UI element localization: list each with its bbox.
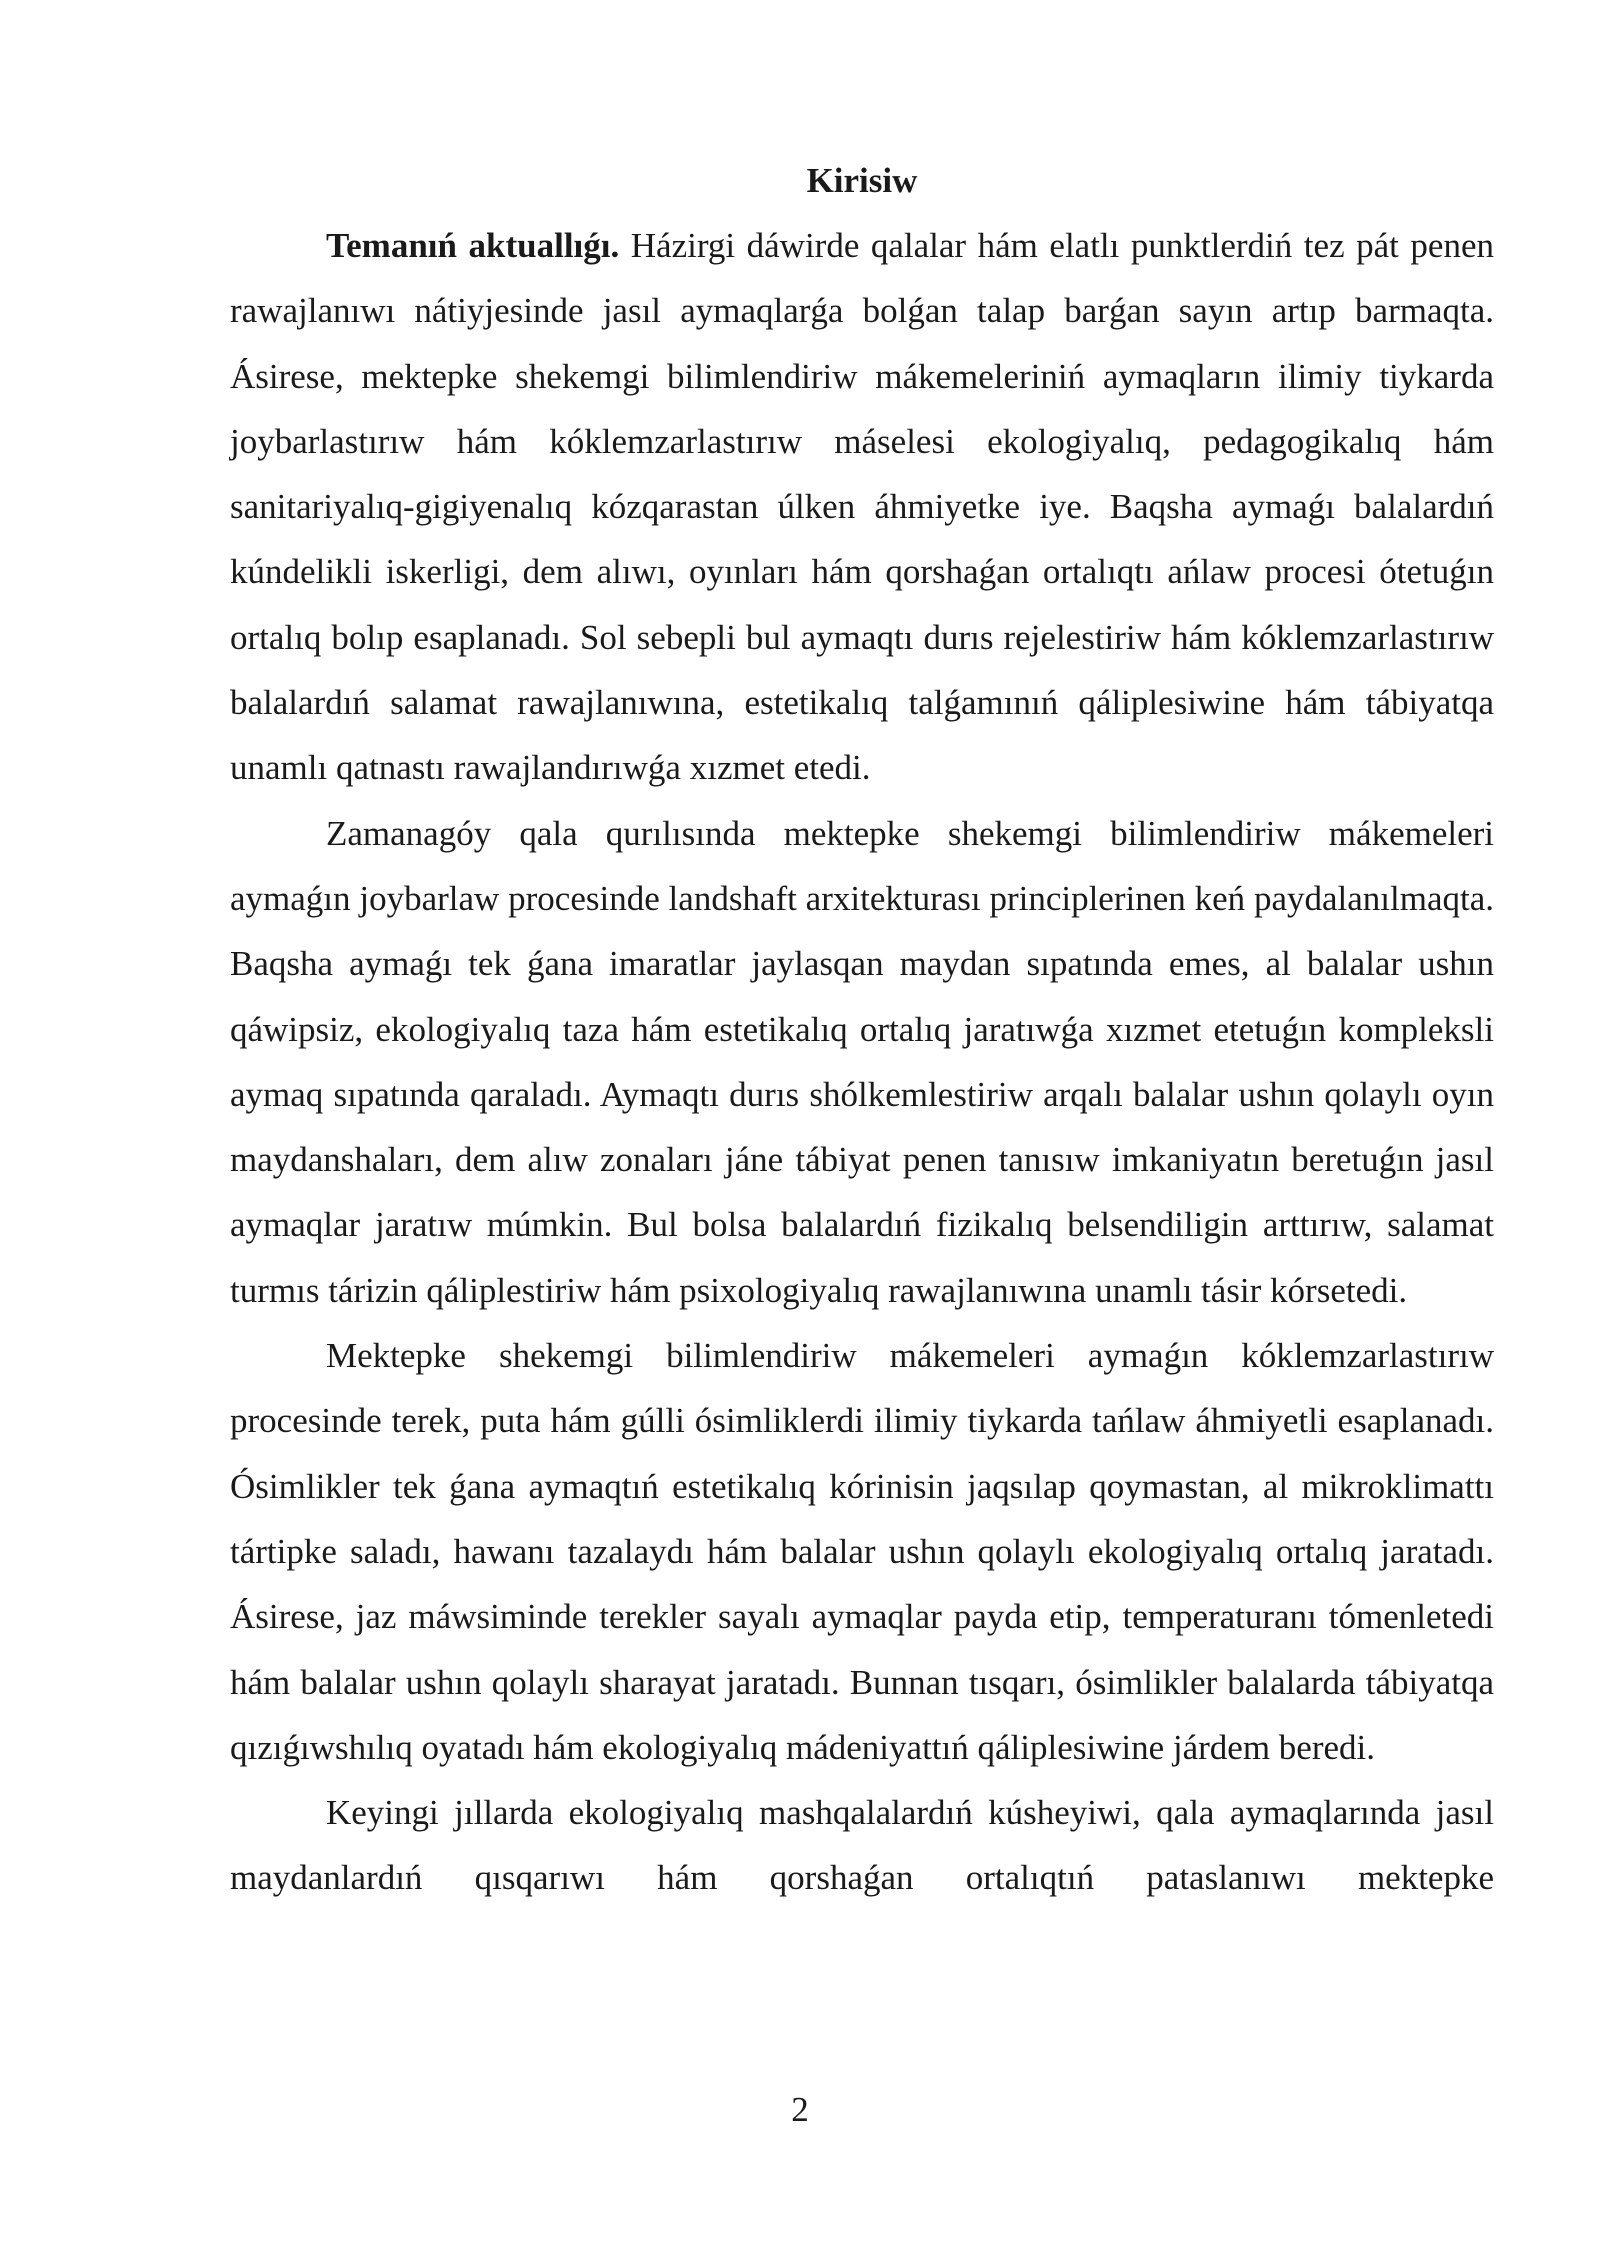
paragraph-lead-label: Temanıń aktuallıǵı. bbox=[326, 226, 620, 265]
paragraph-text: Házirgi dáwirde qalalar hám elatlı punktlerdiń tez pát penen rawajlanıwı nátiyjesinde jasıl aymaqlarǵa bolǵan talap barǵan sayın artıp barmaqta. Ásirese, mektepke shekemgi bilimlendiriw mákemeleriniń aymaqların ilimiy tiykarda joybarlastırıw hám kóklemzarlastırıw máselesi ekologiyalıq, pedagogikalıq hám sanitariyalıq-gigiyenalıq kózqarastan úlken áhmiyetke iye. Baqsha aymaǵı balalardıń kúndelikli iskerligi, dem alıwı, oyınları hám qorshaǵan ortalıqtı ańlaw procesi ótetuǵın ortalıq bolıp esaplanadı. Sol sebepli bul aymaqtı durıs rejelestiriw hám kóklemzarlastırıw balalardıń salamat rawajlanıwına, estetikalıq talǵamınıń qáliplesiwine hám tábiyatqa unamlı qatnastı rawajlandırıwǵa xızmet etedi. bbox=[230, 226, 1494, 788]
paragraph-text: Zamanagóy qala qurılısında mektepke shekemgi bilimlendiriw mákemeleri aymaǵın joybarlaw procesinde landshaft arxitekturası principlerinen keń paydalanılmaqta. Baqsha aymaǵı tek ǵana imaratlar jaylasqan maydan sıpatında emes, al balalar ushın qáwipsiz, ekologiyalıq taza hám estetikalıq ortalıq jaratıwǵa xızmet etetuǵın kompleksli aymaq sıpatında qaraladı. Aymaqtı durıs shólkemlestiriw arqalı balalar ushın qolaylı oyın maydanshaları, dem alıw zonaları jáne tábiyat penen tanısıw imkaniyatın beretuǵın jasıl aymaqlar jaratıw múmkin. Bul bolsa balalardıń fizikalıq belsendiligin arttırıw, salamat turmıs tárizin qáliplestiriw hám psixologiyalıq rawajlanıwına unamlı tásir kórsetedi. bbox=[230, 813, 1494, 1310]
page-number: 2 bbox=[791, 2090, 809, 2129]
section-heading: Kirisiw bbox=[806, 161, 918, 200]
paragraph-relevance bbox=[230, 213, 1494, 801]
paragraph-ecology bbox=[230, 1780, 1494, 1911]
page-body bbox=[230, 148, 1494, 1911]
paragraph-greening bbox=[230, 1323, 1494, 1780]
paragraph-landscape bbox=[230, 801, 1494, 1323]
paragraph-text: Keyingi jıllarda ekologiyalıq mashqalalardıń kúsheyiwi, qala aymaqlarında jasıl maydanlardıń qısqarıwı hám qorshaǵan ortalıqtıń pataslanıwı mektepke bbox=[230, 1793, 1494, 1898]
paragraph-text: Mektepke shekemgi bilimlendiriw mákemeleri aymaǵın kóklemzarlastırıw procesinde terek, puta hám gúlli ósimliklerdi ilimiy tiykarda tańlaw áhmiyetli esaplanadı. Ósimlikler tek ǵana aymaqtıń estetikalıq kórinisin jaqsılap qoymastan, al mikroklimattı tártipke saladı, hawanı tazalaydı hám balalar ushın qolaylı ekologiyalıq ortalıq jaratadı. Ásirese, jaz máwsiminde terekler sayalı aymaqlar payda etip, temperaturanı tómenletedi hám balalar ushın qolaylı sharayat jaratadı. Bunnan tısqarı, ósimlikler balalarda tábiyatqa qızıǵıwshılıq oyatadı hám ekologiyalıq mádeniyattıń qáliplesiwine járdem beredi. bbox=[230, 1336, 1494, 1767]
